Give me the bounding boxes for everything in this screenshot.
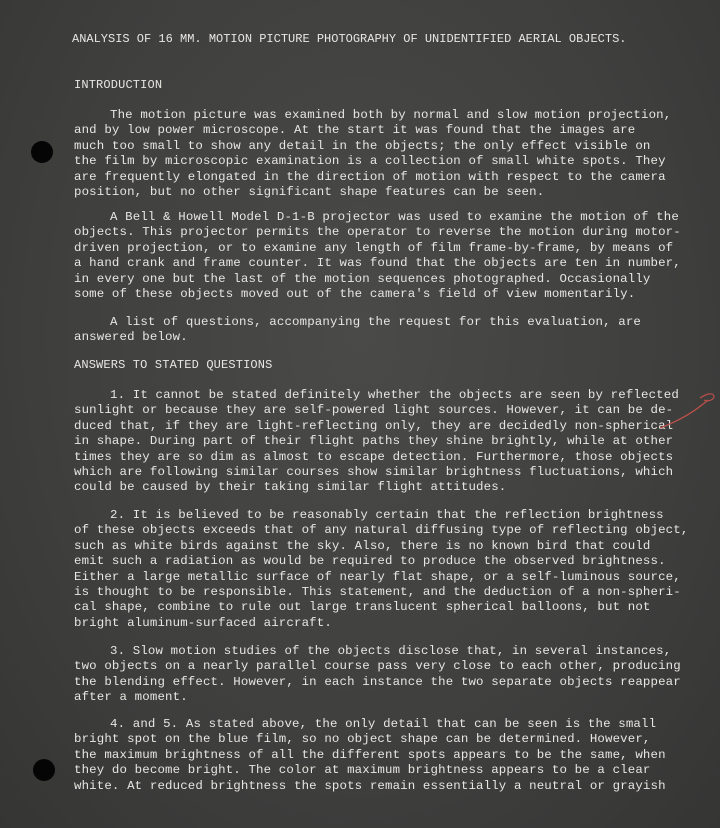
text-line: answered below. (74, 330, 188, 345)
intro-paragraph-3 (74, 315, 684, 346)
answers-heading: ANSWERS TO STATED QUESTIONS (74, 358, 273, 372)
text-line: in every one but the last of the motion sequences photographed. Occasionally (74, 271, 651, 286)
text-line: bright spot on the blue film, so no object shape can be determined. However, (74, 732, 651, 747)
document-title: ANALYSIS OF 16 MM. MOTION PICTURE PHOTOGRAPHY OF UNIDENTIFIED AERIAL OBJECTS. (72, 32, 627, 46)
text-line: emit such a radiation as would be required to produce the observed brightness. (74, 554, 666, 569)
text-line: the film by microscopic examination is a collection of small white spots. They (74, 154, 666, 169)
text-line: A list of questions, accompanying the request for this evaluation, are (110, 315, 641, 329)
text-line: a hand crank and frame counter. It was found that the objects are ten in number, (74, 256, 681, 271)
text-line: of these objects exceeds that of any natural diffusing type of reflecting object, (74, 523, 689, 538)
text-line: A Bell & Howell Model D-1-B projector was used to examine the motion of the (110, 210, 679, 224)
answer-paragraph-1 (74, 388, 684, 496)
text-line: could be caused by their taking similar flight attitudes. (74, 480, 507, 495)
text-line: and by low power microscope. At the start it was found that the images are (74, 123, 636, 138)
handwritten-arrow-mark (656, 388, 718, 438)
text-line: times they are so dim as almost to escape detection. Furthermore, those objects (74, 449, 674, 464)
text-line: cal shape, combine to rule out large translucent spherical balloons, but not (74, 600, 651, 615)
text-line: bright aluminum-surfaced aircraft. (74, 615, 332, 630)
intro-paragraph-2 (74, 210, 684, 302)
text-line: is thought to be responsible. This statement, and the deduction of a non-spheri- (74, 585, 681, 600)
intro-paragraph-1 (74, 108, 684, 200)
text-line: duced that, if they are light-reflecting only, they are decidedly non-spherical (74, 418, 674, 433)
text-line: after a moment. (74, 690, 188, 705)
text-line: 3. Slow motion studies of the objects disclose that, in several instances, (110, 644, 672, 658)
text-line: driven projection, or to examine any length of film frame-by-frame, by means of (74, 240, 674, 255)
text-line: Either a large metallic surface of nearly flat shape, or a self-luminous source, (74, 569, 681, 584)
text-line: objects. This projector permits the operator to reverse the motion during motor- (74, 225, 681, 240)
text-line: 4. and 5. As stated above, the only detail that can be seen is the small (110, 717, 657, 731)
text-line: are frequently elongated in the direction of motion with respect to the camera (74, 169, 666, 184)
text-line: which are following similar courses show similar brightness fluctuations, which (74, 465, 674, 480)
answer-paragraph-3 (74, 644, 684, 706)
text-line: two objects on a nearly parallel course pass very close to each other, producing (74, 659, 681, 674)
text-line: the maximum brightness of all the different spots appears to be the same, when (74, 747, 666, 762)
text-line: The motion picture was examined both by normal and slow motion projection, (110, 108, 672, 122)
text-line: in shape. During part of their flight paths they shine brightly, while at other (74, 434, 674, 449)
binder-hole-top (31, 141, 53, 163)
text-line: sunlight or because they are self-powered light sources. However, it can be de- (74, 403, 674, 418)
text-line: some of these objects moved out of the camera's field of view momentarily. (74, 287, 636, 302)
text-line: 1. It cannot be stated definitely whether the objects are seen by reflected (110, 388, 679, 402)
binder-hole-bottom (33, 759, 55, 781)
answer-paragraph-4-5 (74, 717, 684, 794)
text-line: 2. It is believed to be reasonably certain that the reflection brightness (110, 508, 664, 522)
text-line: much too small to show any detail in the objects; the only effect visible on (74, 138, 651, 153)
text-line: they do become bright. The color at maximum brightness appears to be a clear (74, 763, 651, 778)
text-line: such as white birds against the sky. Also, there is no known bird that could (74, 538, 651, 553)
text-line: the blending effect. However, in each instance the two separate objects reappear (74, 674, 681, 689)
text-line: white. At reduced brightness the spots remain essentially a neutral or grayish (74, 778, 666, 793)
introduction-heading: INTRODUCTION (74, 78, 163, 92)
answer-paragraph-2 (74, 508, 689, 631)
text-line: position, but no other significant shape features can be seen. (74, 185, 545, 200)
